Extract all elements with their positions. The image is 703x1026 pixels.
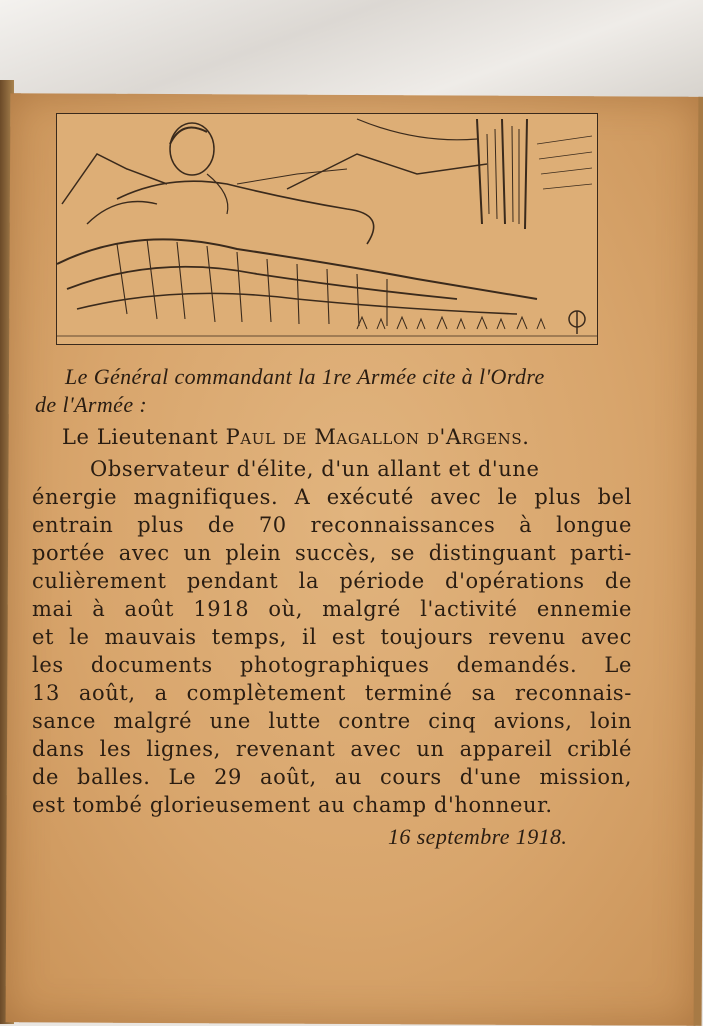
body-line: dans les lignes, revenant avec un appareil criblé bbox=[32, 737, 632, 761]
citation-date: 16 septembre 1918. bbox=[388, 824, 568, 849]
body-line: sance malgré une lutte contre cinq avions, loin bbox=[32, 709, 632, 733]
engraving-reclining-woman bbox=[56, 113, 598, 345]
citation-text bbox=[20, 363, 640, 851]
body-line: les documents photographiques demandés. Le bbox=[32, 653, 632, 677]
officer-name: Paul de Magallon d'Argens. bbox=[225, 425, 530, 449]
name-prefix: Le Lieutenant bbox=[62, 425, 226, 449]
page-edge bbox=[694, 97, 703, 1026]
body-line: 13 août, a complètement terminé sa reconnais- bbox=[32, 681, 632, 705]
citation-name-line bbox=[20, 423, 640, 451]
tissue-paper-background bbox=[0, 0, 703, 100]
body-line: entrain plus de 70 reconnaissances à longue bbox=[32, 513, 632, 537]
citation-caption-line-1: Le Général commandant la 1re Armée cite à l'Ordre bbox=[65, 364, 545, 389]
body-line: énergie magnifiques. A exécuté avec le plus bel bbox=[32, 485, 632, 509]
citation-caption-line-2: de l'Armée : bbox=[35, 392, 148, 417]
body-line: Observateur d'élite, d'un allant et d'une bbox=[90, 457, 540, 481]
body-line: mai à août 1918 où, malgré l'activité ennemie bbox=[32, 597, 632, 621]
body-line: de balles. Le 29 août, au cours d'une mission, bbox=[32, 765, 632, 789]
body-line: et le mauvais temps, il est toujours revenu avec bbox=[32, 625, 632, 649]
body-line: culièrement pendant la période d'opérations de bbox=[32, 569, 632, 593]
body-line: est tombé glorieusement au champ d'honneur. bbox=[32, 793, 553, 817]
body-line: portée avec un plein succès, se distinguant parti- bbox=[32, 541, 632, 565]
engraving-drawing bbox=[57, 114, 597, 344]
